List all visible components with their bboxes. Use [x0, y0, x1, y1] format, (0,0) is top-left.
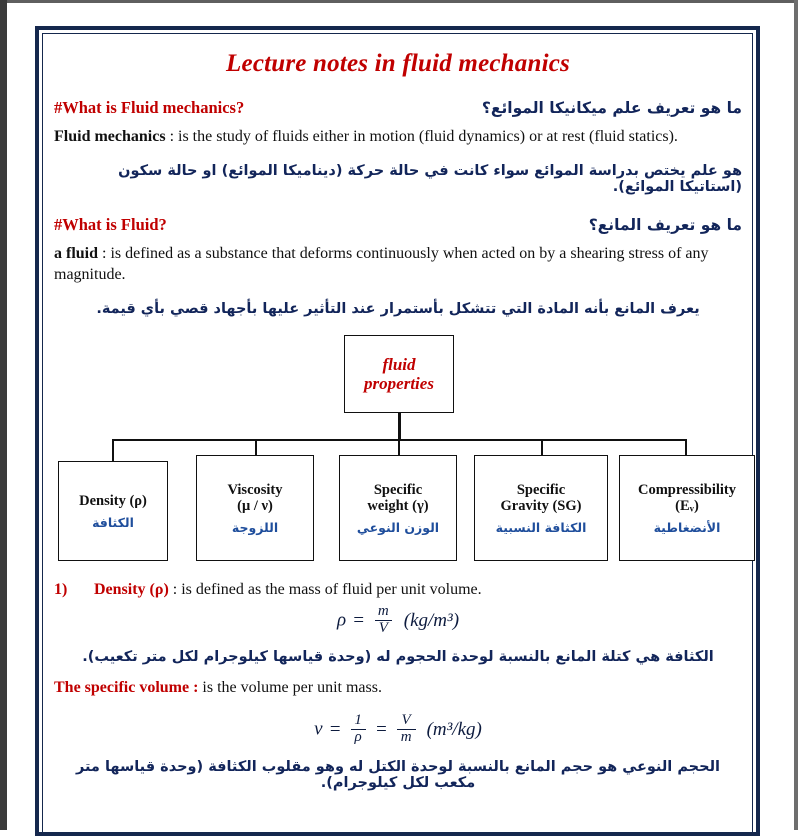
formula-specific-volume-lhs: v	[314, 718, 323, 740]
item-definition-specific-volume: is the volume per unit mass.	[198, 678, 382, 696]
fluid-properties-diagram	[54, 335, 742, 565]
top-edge-strip	[7, 0, 794, 3]
formula-specific-volume-den-1: ρ	[351, 729, 366, 746]
connector-drop-density	[112, 439, 114, 461]
formula-density-fraction	[374, 604, 393, 637]
leaf-specific-gravity-line1: Specific	[516, 482, 566, 499]
diagram-node-compressibility	[619, 455, 755, 561]
leaf-compressibility-line2: (Eᵥ)	[675, 498, 699, 515]
heading-what-is-fluid-mechanics-ar: ما هو تعريف علم ميكانيكا الموائع؟	[481, 99, 742, 117]
page-title: Lecture notes in fluid mechanics	[226, 50, 570, 77]
diagram-node-density	[58, 461, 168, 561]
item-term-density: Density (ρ)	[94, 581, 169, 599]
arabic-note-density: الكثافة هي كتلة المانع بالنسبة لوحدة الحجوم له (وحدة قياسها كيلوجرام لكل متر تكعيب).	[82, 648, 714, 665]
diagram-node-specific-weight	[339, 455, 457, 561]
root-label-line1: fluid	[382, 355, 416, 375]
definition-fluid-mechanics-text: : is the study of fluids either in motion (fluid dynamics) or at rest (fluid statics).	[165, 128, 678, 145]
specific-volume-definition	[54, 678, 742, 698]
formula-density-numerator: m	[377, 603, 389, 620]
leaf-compressibility-line1: Compressibility	[637, 482, 737, 499]
item-term-specific-volume: The specific volume :	[54, 678, 199, 696]
document-content	[44, 34, 752, 830]
formula-specific-volume-num-2: V	[401, 712, 411, 729]
root-label-line2: properties	[364, 374, 434, 394]
formula-specific-volume-equals-2: =	[374, 718, 388, 740]
term-fluid: a fluid	[54, 245, 99, 263]
formula-density	[54, 605, 742, 638]
formula-density-equals: =	[352, 610, 365, 632]
definition-fluid	[54, 244, 742, 285]
formula-specific-volume-equals-1: =	[328, 718, 342, 740]
leaf-specific-gravity-line2: Gravity (SG)	[500, 498, 582, 515]
term-fluid-mechanics: Fluid mechanics	[54, 128, 166, 145]
formula-density-denominator: V	[375, 620, 392, 637]
formula-specific-volume-units: (m³/kg)	[426, 718, 482, 740]
leaf-specific-weight-ar: الوزن النوعي	[356, 519, 440, 535]
formula-density-lhs: ρ	[336, 610, 347, 632]
definition-fluid-text: : is defined as a substance that deforms continuously when acted on by a shearing stress of any magnitude.	[54, 245, 709, 283]
formula-specific-volume-fraction-1	[350, 713, 366, 746]
formula-specific-volume-num-1: 1	[354, 712, 362, 729]
formula-specific-volume-den-2: m	[397, 729, 416, 746]
arabic-note-fluid: يعرف المانع بأنه المادة التي تتشكل بأستمرار عند التأثير عليها بأجهاد قصي بأي قيمة.	[96, 301, 700, 318]
formula-specific-volume	[54, 714, 742, 747]
heading-what-is-fluid-en: #What is Fluid?	[54, 215, 167, 235]
leaf-compressibility-ar: الأنضغاطية	[653, 519, 721, 535]
leaf-viscosity-line1: Viscosity	[227, 482, 283, 499]
arabic-note-fluid-mechanics: هو علم يختص بدراسة الموائع سواء كانت في حالة حركة (ديناميكا الموائع) او حالة سكون (استاتيكا الموائع).	[118, 163, 742, 196]
leaf-specific-weight-line2: weight (γ)	[367, 498, 429, 515]
numbered-item-density	[54, 581, 742, 599]
leaf-specific-gravity-ar: الكثافة النسبية	[495, 519, 587, 535]
leaf-viscosity-line2: (μ / ν)	[237, 498, 273, 515]
item-number-density: 1)	[54, 581, 68, 599]
item-definition-density: : is defined as the mass of fluid per unit volume.	[168, 581, 482, 599]
leaf-density-line1: Density (ρ)	[79, 493, 147, 510]
diagram-node-viscosity	[196, 455, 314, 561]
connector-root-stem	[398, 413, 401, 439]
leaf-specific-weight-line1: Specific	[373, 482, 423, 499]
definition-fluid-mechanics	[54, 127, 742, 147]
section-heading-row-fluid	[54, 215, 742, 235]
diagram-node-specific-gravity	[474, 455, 608, 561]
leaf-density-ar: الكثافة	[92, 514, 134, 530]
heading-what-is-fluid-mechanics-en: #What is Fluid mechanics?	[54, 98, 245, 117]
diagram-node-fluid-properties	[344, 335, 454, 413]
formula-specific-volume-fraction-2	[397, 713, 416, 746]
left-edge-strip	[0, 0, 7, 830]
formula-density-units: (kg/m³)	[403, 610, 460, 632]
heading-what-is-fluid-ar: ما هو تعريف المانع؟	[588, 216, 742, 235]
section-heading-row-fluid-mechanics	[54, 98, 742, 118]
arabic-note-specific-volume-clipped: الحجم النوعي هو حجم المانع بالنسبة لوحدة الكتل له وهو مقلوب الكثافة (وحدة قياسها متر مكعب لكل كيلوجرام).	[75, 758, 721, 791]
leaf-viscosity-ar: اللزوجة	[231, 519, 279, 535]
right-edge-strip	[794, 0, 798, 830]
